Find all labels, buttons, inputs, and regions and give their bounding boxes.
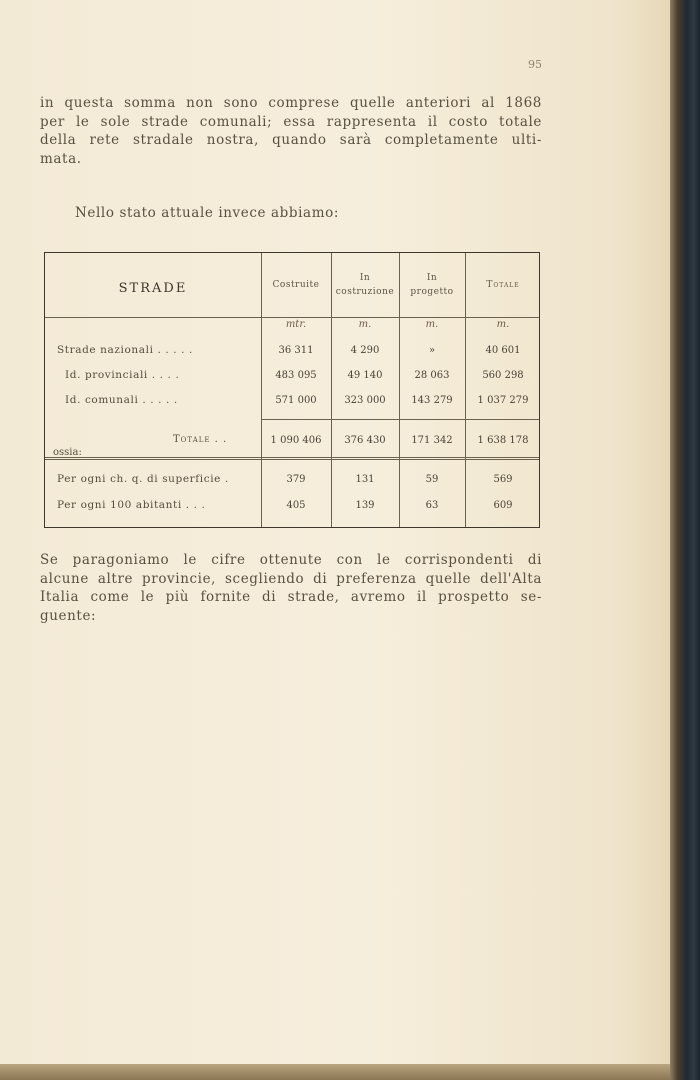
roads-table [44, 252, 540, 528]
unit-annotation: mtr. [285, 319, 307, 330]
header-in-progetto [399, 253, 465, 317]
table-cell: 571 000 [275, 395, 317, 406]
header-in-progetto-label [410, 271, 453, 299]
text-line: in questa somma non sono comprese quelle anteriori al 1868 [40, 95, 542, 111]
text-line: per le sole strade comunali; essa rappresenta il costo totale [40, 113, 542, 130]
table-cell: 379 [286, 474, 306, 485]
table-cell: 4 290 [350, 345, 380, 356]
unit-annotation: m. [358, 319, 372, 330]
text-line: mata. [40, 150, 82, 167]
total-rule [261, 419, 539, 420]
header-strade: STRADE [118, 281, 188, 296]
total-cell: 1 090 406 [270, 435, 322, 446]
table-cell: 483 095 [275, 370, 317, 381]
header-in-progetto-line2: progetto [410, 287, 454, 297]
table-cell: 131 [355, 474, 375, 485]
row-label: Strade nazionali . . . . . [57, 344, 193, 356]
header-rule [45, 317, 539, 318]
table-cell: 40 601 [485, 345, 521, 356]
table-cell: 560 298 [482, 370, 524, 381]
text-line: Se paragoniamo le cifre ottenute con le corrispondenti di [40, 552, 542, 568]
table-cell: 28 063 [414, 370, 450, 381]
row-label: Per ogni 100 abitanti . . . [57, 499, 206, 511]
table-cell: 569 [493, 474, 513, 485]
table-cell: 1 037 279 [477, 395, 529, 406]
ossia-label: ossia: [53, 447, 82, 458]
header-in-costruzione [331, 253, 399, 317]
ossia-rule [45, 457, 539, 460]
text-line: della rete stradale nostra, quando sarà completamente ulti- [40, 132, 542, 148]
table-cell: 405 [286, 500, 306, 511]
table-cell: 59 [425, 474, 439, 485]
header-in-costruzione-line2: costruzione [335, 287, 395, 297]
row-label: Id. comunali . . . . . [65, 394, 178, 406]
text-line: Italia come le più fornite di strade, avremo il prospetto se- [40, 589, 542, 605]
row-label: Per ogni ch. q. di superficie . [57, 473, 229, 485]
paragraph-intro [40, 94, 542, 168]
header-totale: Totale [486, 280, 520, 290]
paragraph-comparison [40, 551, 542, 625]
table-cell: 36 311 [278, 345, 314, 356]
total-cell: 171 342 [411, 435, 453, 446]
table-cell: 63 [425, 500, 439, 511]
total-cell: 1 638 178 [477, 435, 529, 446]
unit-annotation: m. [425, 319, 439, 330]
book-binding-edge [670, 0, 700, 1080]
total-cell: 376 430 [344, 435, 386, 446]
total-label: Totale . . [173, 434, 228, 445]
header-costruite [261, 253, 331, 317]
paragraph-stato-attuale: Nello stato attuale invece abbiamo: [75, 205, 339, 221]
header-in-progetto-line1: In [426, 273, 438, 283]
page-bottom-edge [0, 1064, 670, 1080]
unit-annotation: m. [496, 319, 510, 330]
header-in-costruzione-label [336, 271, 394, 299]
page-number: 95 [528, 58, 542, 71]
header-in-costruzione-line1: In [359, 273, 371, 283]
header-costruite-label: Costruite [272, 280, 320, 290]
text-line: alcune altre provincie, scegliendo di preferenza quelle dell'Alta [40, 570, 542, 587]
text-line: guente: [40, 607, 97, 624]
table-cell: 49 140 [347, 370, 383, 381]
table-cell: » [428, 345, 436, 356]
table-cell: 323 000 [344, 395, 386, 406]
table-cell: 139 [355, 500, 375, 511]
table-cell: 143 279 [411, 395, 453, 406]
row-label: Id. provinciali . . . . [65, 369, 180, 381]
table-cell: 609 [493, 500, 513, 511]
